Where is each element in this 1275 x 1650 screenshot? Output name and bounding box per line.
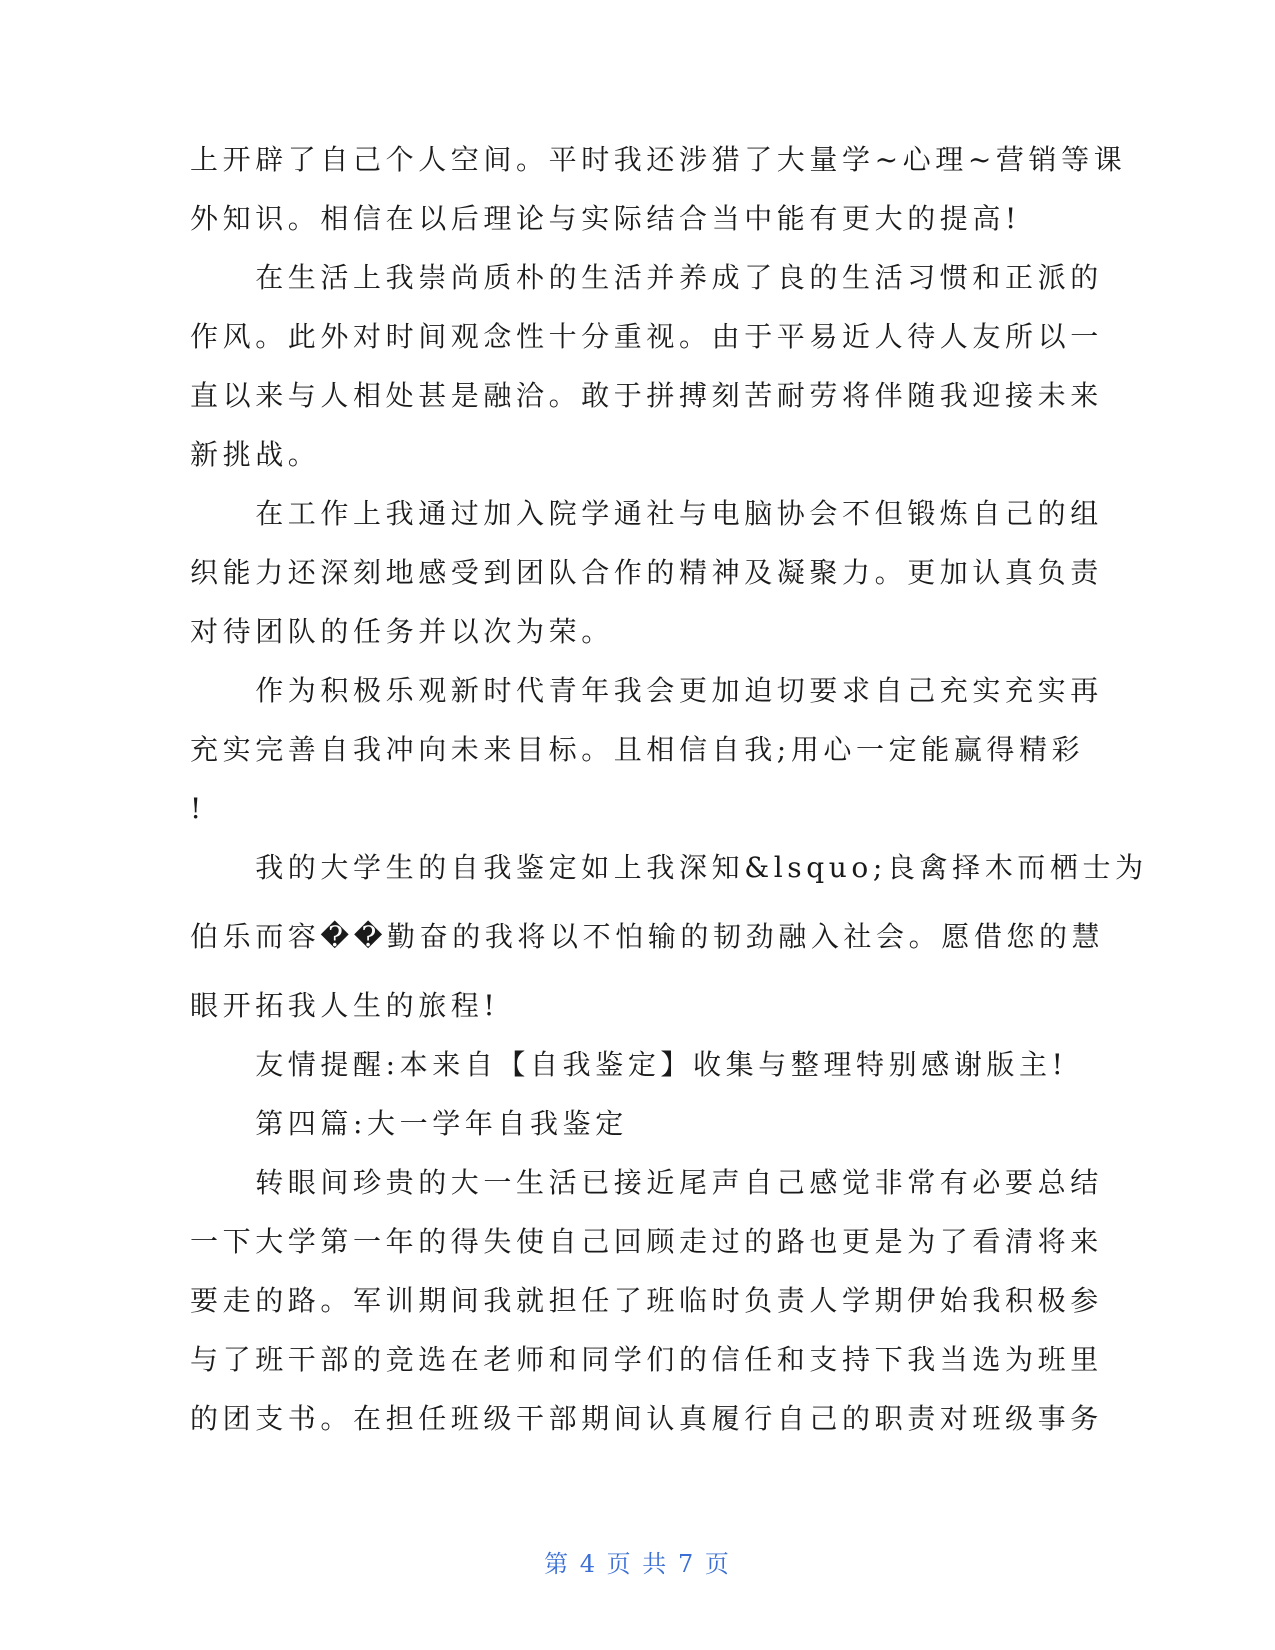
text-line: 的团支书。在担任班级干部期间认真履行自己的职责对班级事务 (190, 1402, 1103, 1435)
text-line: 对待团队的任务并以次为荣。 (190, 615, 614, 648)
text-line: 眼开拓我人生的旅程! (190, 989, 500, 1022)
text-line: 充实完善自我冲向未来目标。且相信自我;用心一定能赢得精彩 (190, 733, 1085, 766)
text-line: 与了班干部的竞选在老师和同学们的信任和支持下我当选为班里 (190, 1343, 1103, 1376)
text-line: 外知识。相信在以后理论与实际结合当中能有更大的提高! (190, 202, 1021, 235)
text-line: 织能力还深刻地感受到团队合作的精神及凝聚力。更加认真负责 (190, 556, 1103, 589)
text-line: 伯乐而容��勤奋的我将以不怕输的韧劲融入社会。愿借您的慧 (190, 920, 1105, 953)
section-heading: 第四篇:大一学年自我鉴定 (190, 1107, 628, 1140)
text-line: 一下大学第一年的得失使自己回顾走过的路也更是为了看清将来 (190, 1225, 1103, 1258)
text-line: 在工作上我通过加入院学通社与电脑协会不但锻炼自己的组 (190, 497, 1103, 530)
text-line: 作为积极乐观新时代青年我会更加迫切要求自己充实充实再 (190, 674, 1103, 707)
text-line: 转眼间珍贵的大一生活已接近尾声自己感觉非常有必要总结 (190, 1166, 1103, 1199)
text-line: 上开辟了自己个人空间。平时我还涉猎了大量学~心理~营销等课 (190, 143, 1127, 176)
page-number: 第 4 页 共 7 页 (544, 1550, 731, 1578)
text-line: 友情提醒:本来自【自我鉴定】收集与整理特别感谢版主! (190, 1048, 1068, 1081)
text-line: 要走的路。军训期间我就担任了班临时负责人学期伊始我积极参 (190, 1284, 1103, 1317)
text-line: 作风。此外对时间观念性十分重视。由于平易近人待人友所以一 (190, 320, 1103, 353)
text-line: 在生活上我崇尚质朴的生活并养成了良的生活习惯和正派的 (190, 261, 1103, 294)
text-line: 我的大学生的自我鉴定如上我深知&lsquo;良禽择木而栖士为 (190, 851, 1148, 884)
text-line: ! (190, 792, 206, 825)
text-line: 直以来与人相处甚是融洽。敢于拼搏刻苦耐劳将伴随我迎接未来 (190, 379, 1103, 412)
text-line: 新挑战。 (190, 438, 321, 471)
